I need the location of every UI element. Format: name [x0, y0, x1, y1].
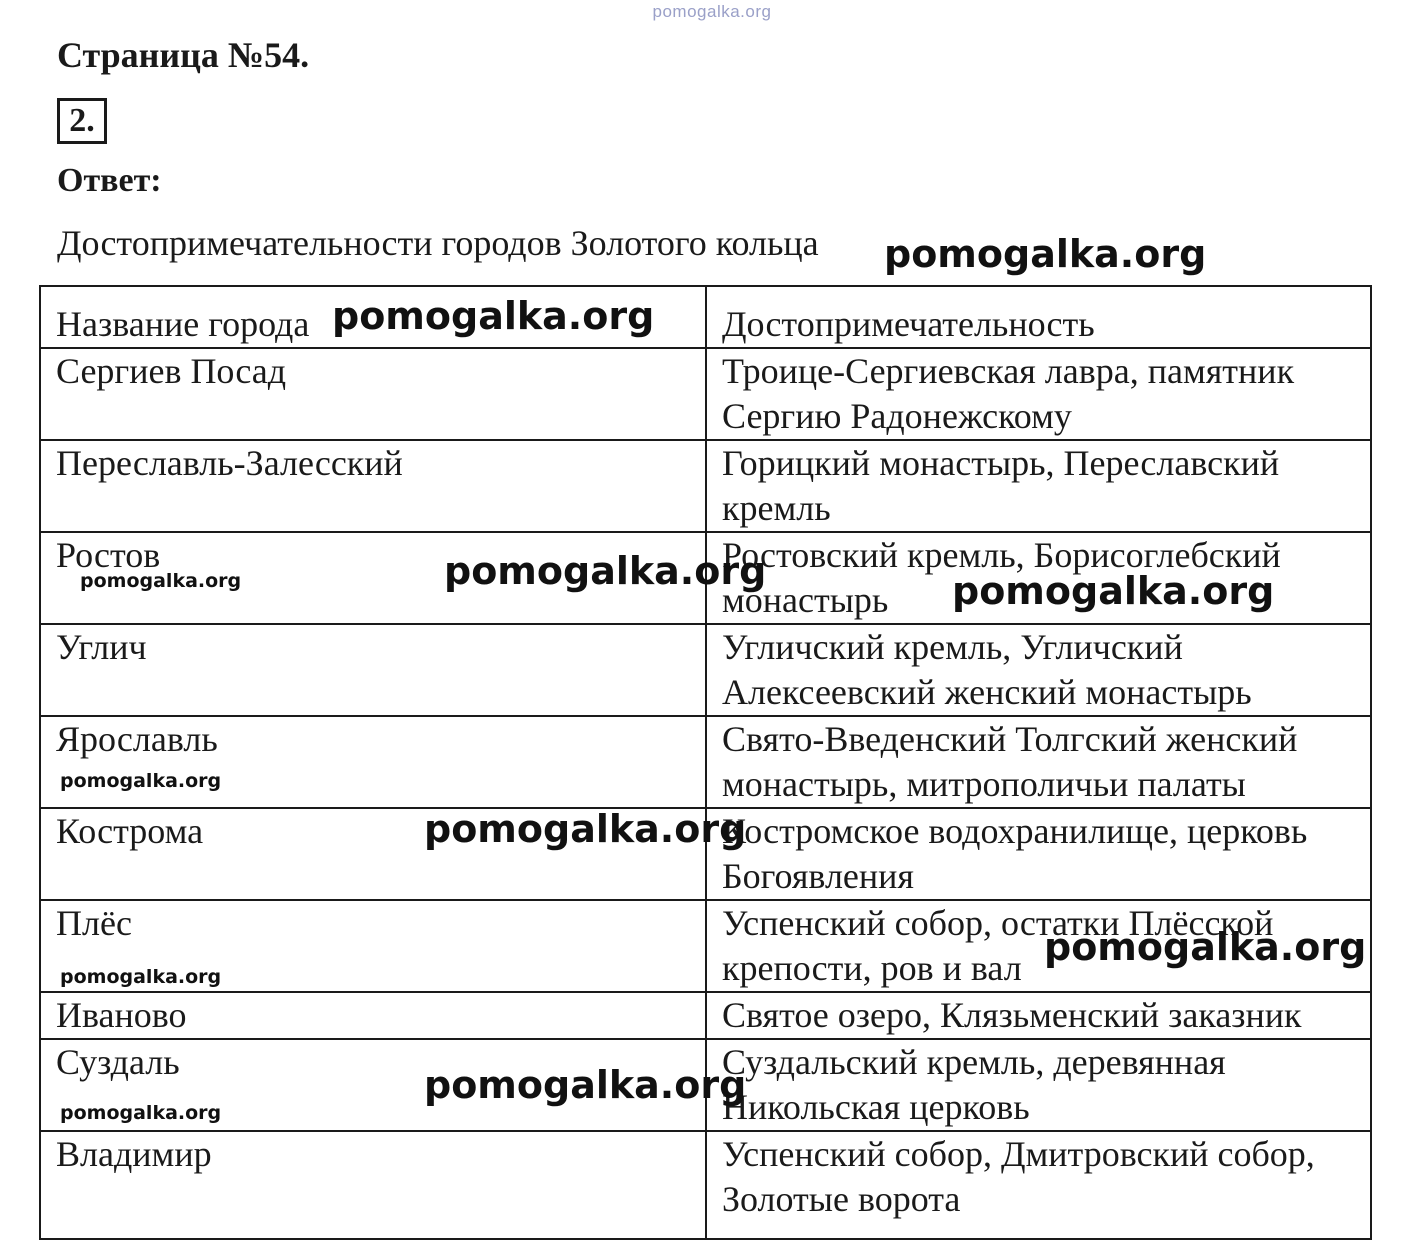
- watermark: pomogalka.org: [444, 549, 767, 593]
- task-number-box: 2.: [57, 98, 107, 144]
- city-cell: Ярославль: [40, 716, 706, 808]
- city-cell: Переславль-Залесский: [40, 440, 706, 532]
- city-cell: Плёс: [40, 900, 706, 992]
- watermark: pomogalka.org: [1044, 925, 1367, 969]
- city-cell: Суздаль: [40, 1039, 706, 1131]
- header-city: Название города: [40, 286, 706, 348]
- watermark: pomogalka.org: [884, 232, 1207, 276]
- city-cell: Владимир: [40, 1131, 706, 1239]
- watermark: pomogalka.org: [952, 569, 1275, 613]
- table-header-row: [40, 286, 1371, 348]
- sight-cell: Святое озеро, Клязьменский заказник: [706, 992, 1371, 1039]
- city-cell: Углич: [40, 624, 706, 716]
- watermark: pomogalka.org: [80, 570, 242, 592]
- sight-cell: Костромское водохранилище, церковь Богоявления: [706, 808, 1371, 900]
- table-row: [40, 992, 1371, 1039]
- answer-label: Ответ:: [57, 162, 162, 199]
- city-cell: Иваново: [40, 992, 706, 1039]
- watermark: pomogalka.org: [424, 807, 747, 851]
- sight-cell: Свято-Введенский Толгский женский монастырь, митрополичьи палаты: [706, 716, 1371, 808]
- sight-cell: Ростовский кремль, Борисоглебский монастырь: [706, 532, 1371, 624]
- table-row: [40, 1131, 1371, 1239]
- city-cell: Ростов: [40, 532, 706, 624]
- table-row: [40, 900, 1371, 992]
- sight-cell: Горицкий монастырь, Переславский кремль: [706, 440, 1371, 532]
- table-row: [40, 624, 1371, 716]
- city-cell: Сергиев Посад: [40, 348, 706, 440]
- table-row: [40, 532, 1371, 624]
- sight-cell: Троице-Сергиевская лавра, памятник Сергию Радонежскому: [706, 348, 1371, 440]
- watermark: pomogalka.org: [424, 1063, 747, 1107]
- table-row: [40, 1039, 1371, 1131]
- table-row: [40, 348, 1371, 440]
- watermark: pomogalka.org: [332, 294, 655, 338]
- watermark: pomogalka.org: [60, 770, 222, 792]
- sights-table: [39, 285, 1372, 1240]
- header-sight: Достопримечательность: [706, 286, 1371, 348]
- sight-cell: Успенский собор, остатки Плёсской крепости, ров и вал: [706, 900, 1371, 992]
- table-row: [40, 716, 1371, 808]
- sight-cell: Успенский собор, Дмитровский собор, Золотые ворота: [706, 1131, 1371, 1239]
- site-watermark-top: pomogalka.org: [652, 2, 772, 21]
- table-caption: Достопримечательности городов Золотого кольца: [57, 223, 819, 263]
- sight-cell: Суздальский кремль, деревянная Никольская церковь: [706, 1039, 1371, 1131]
- watermark: pomogalka.org: [60, 966, 222, 988]
- table-row: [40, 440, 1371, 532]
- page-title: Страница №54.: [57, 35, 310, 75]
- sight-cell: Угличский кремль, Угличский Алексеевский женский монастырь: [706, 624, 1371, 716]
- watermark: pomogalka.org: [60, 1102, 222, 1124]
- city-cell: Кострома: [40, 808, 706, 900]
- table-row: [40, 808, 1371, 900]
